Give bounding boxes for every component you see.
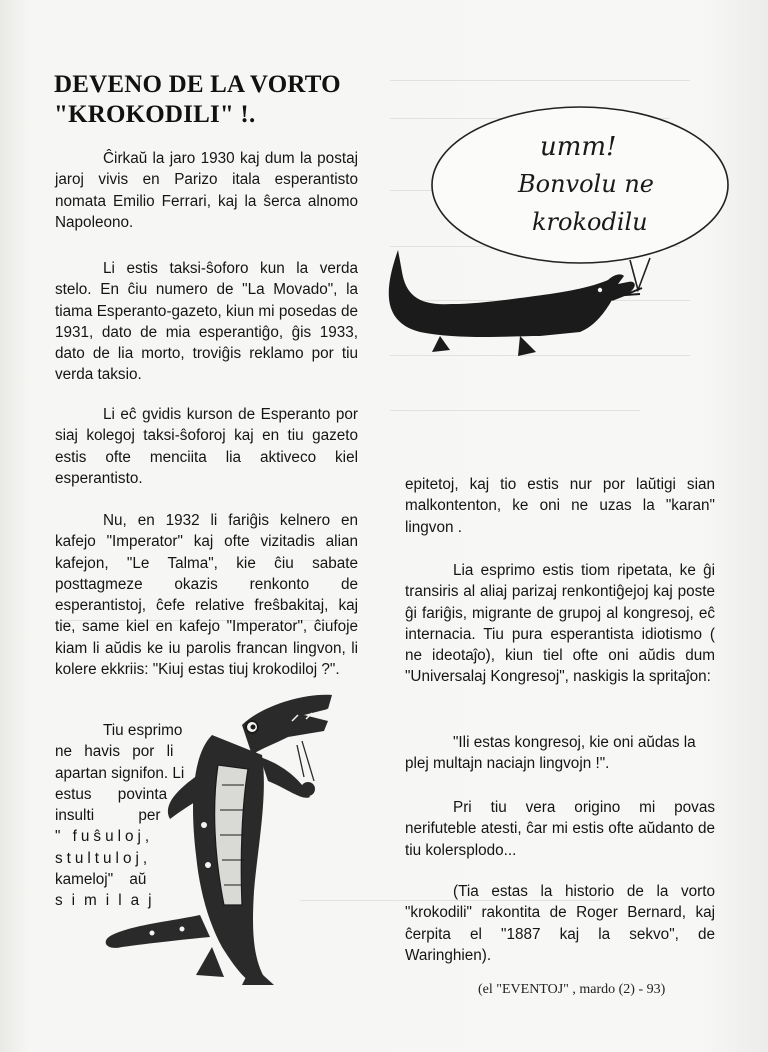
wrap-line: estus povinta	[55, 785, 168, 803]
source-citation: (el "EVENTOJ" , mardo (2) - 93)	[478, 982, 666, 997]
bubble-text-line-3: krokodilu	[532, 208, 648, 236]
bubble-text-line-2: Bonvolu ne	[518, 170, 654, 198]
title-line-1: DEVENO DE LA VORTO	[54, 71, 341, 98]
title-line-2: "KROKODILI" !.	[54, 101, 256, 128]
lying-crocodile-icon	[389, 250, 642, 356]
wrap-line: insulti per	[55, 807, 161, 825]
bubble-text-line-1: umm!	[540, 132, 617, 162]
article-title	[54, 70, 341, 130]
wrap-line: kameloj" aŭ	[55, 871, 147, 889]
paragraph-1: Ĉirkaŭ la jaro 1930 kaj dum la postaj jaroj vivis en Parizo itala esperantisto nomata Emilio Ferrari, kaj la ŝerca alnomo Napoleono.	[55, 150, 358, 231]
wrap-line: similaj	[55, 892, 161, 910]
paragraph-6: Lia esprimo estis tiom ripetata, ke ĝi transiris al aliaj parizaj renkontiĝejoj kaj poste ĝi fariĝis, migrante de grupoj al kongresoj, eĉ internacia. Tiu pura esperantista idiotismo ( ne ideotaĵo), kiun tiel ofte oni aŭdis dum "Universalaj Kongresoj", naskigis la spritaĵon:	[405, 562, 715, 686]
paragraph-3: Li eĉ gvidis kurson de Esperanto por siaj kolegoj taksi-ŝoforoj kaj en tiu gazeto estis ofte menciita lia aktiveco kiel esperantisto.	[55, 406, 358, 487]
paragraph-4: Nu, en 1932 li fariĝis kelnero en kafejo "Imperator" kaj ofte vizitadis alian kafejon, "Le Talma", kie ĉiu sabate posttagmeze okazis renkonto de esperantistoj, ĉefe relative freŝbakitaj, kaj tie, same kiel en kafejo "Imperator", ĉiufoje kiam li aŭdis ke iu parolis francan lingvon, li kolere ekkriis: "Kiuj estas tiuj krokodiloj ?".	[55, 512, 358, 679]
paragraph-5-continued: epitetoj, kaj tio estis nur por laŭtigi sian malkontenton, ke oni ne uzas la "karan" lingvon .	[405, 476, 715, 536]
wrap-line: " fuŝuloj,	[55, 828, 154, 846]
standing-crocodile-illustration	[92, 685, 342, 990]
wrap-line: Tiu esprimo	[103, 722, 183, 739]
standing-crocodile-icon	[106, 695, 332, 985]
paragraph-9: (Tia estas la historio de la vorto "krokodili" rakontita de Roger Bernard, kaj ĉerpita el "1887 kaj la sekvo", de Waringhien).	[405, 883, 715, 964]
paragraph-8: Pri tiu vera origino mi povas nerifuteble atesti, ĉar mi estis ofte aŭdanto de tiu kolersplodo...	[405, 799, 715, 859]
wrap-line: ne havis por li	[55, 743, 174, 761]
paragraph-7-quote: "Ili estas kongresoj, kie oni aŭdas la plej multajn naciajn lingvojn !".	[405, 734, 696, 773]
wrap-line: stultuloj,	[55, 849, 152, 867]
wrap-line: apartan signifon. Li	[55, 764, 185, 782]
paragraph-2: Li estis taksi-ŝoforo kun la verda stelo. En ĉiu numero de "La Movado", la tiama Esperanto-gazeto, kiun mi posedas de 1931, dato de mia esperantiĝo, ĝis 1933, dato de lia morto, troviĝis reklamo por tiu verda taksio.	[55, 260, 358, 384]
speech-bubble-illustration	[380, 100, 740, 370]
